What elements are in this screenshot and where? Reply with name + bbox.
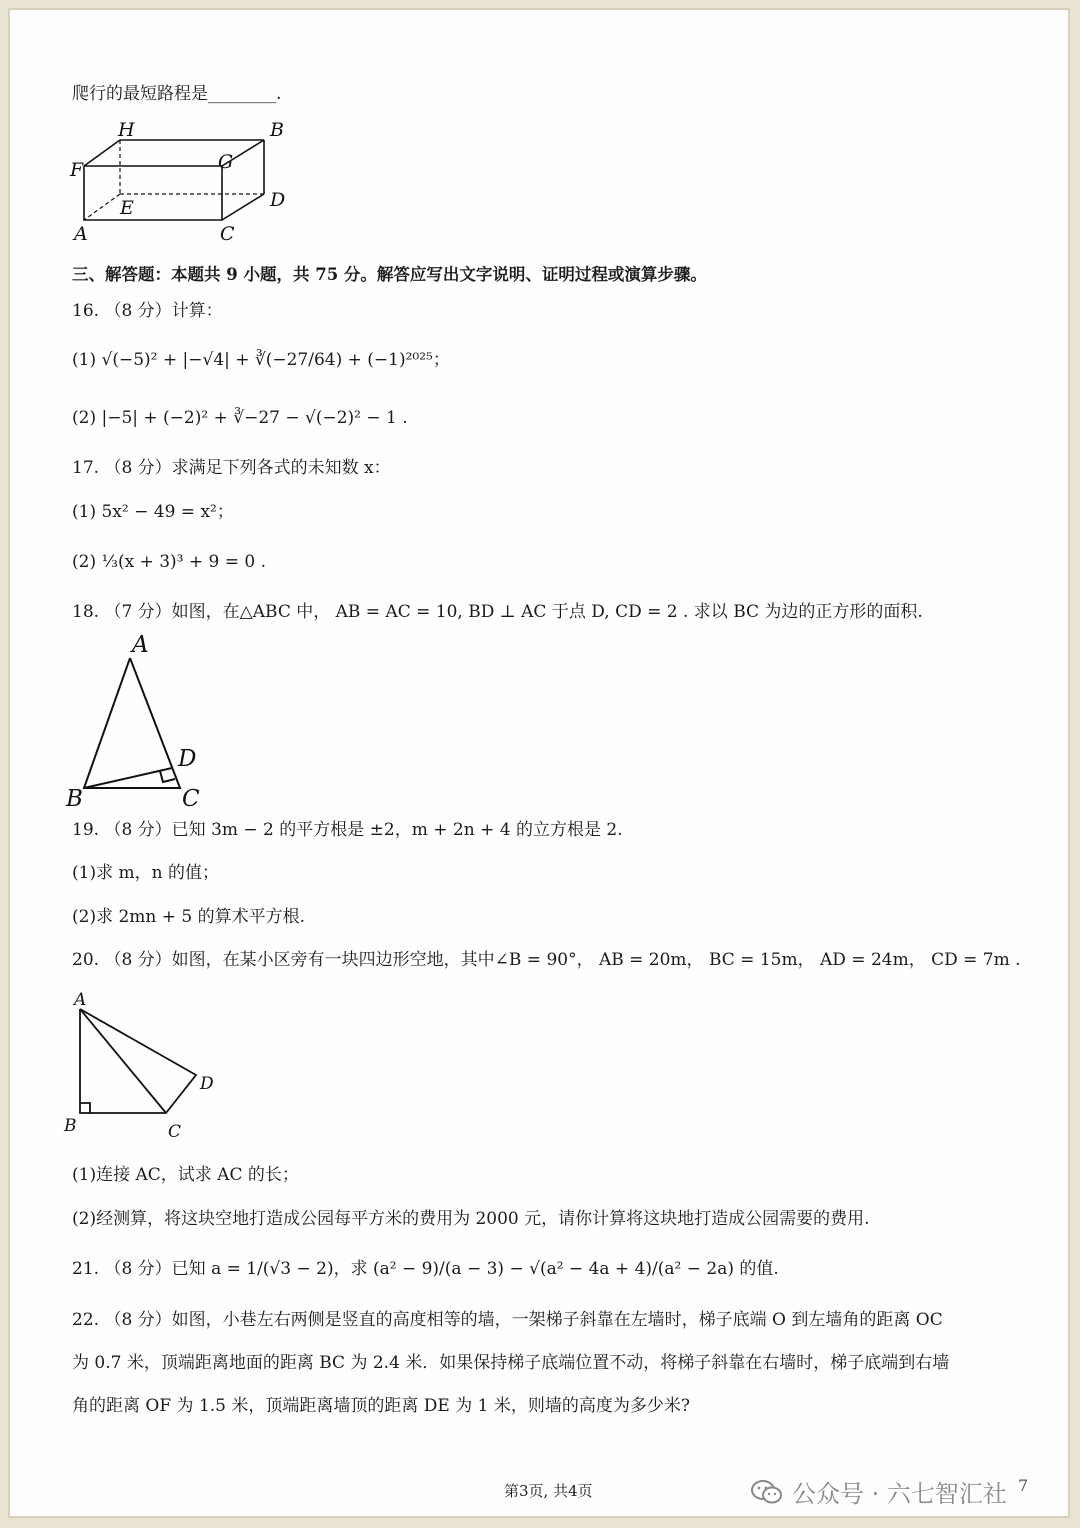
question-22-line3: 角的距离 OF 为 1.5 米，顶端距离墙顶的距离 DE 为 1 米，则墙的高度为多少米? (72, 1396, 690, 1416)
label-B: B (270, 122, 284, 141)
question-16-part1: (1) √(−5)² + |−√4| + ∛(−27/64) + (−1)²⁰²⁵； (72, 350, 450, 370)
label-C: C (220, 223, 235, 245)
label-G: G (218, 151, 234, 173)
question-19-part1: (1)求 m，n 的值； (72, 863, 219, 883)
question-19: 19. （8 分）已知 3m − 2 的平方根是 ±2，m + 2n + 4 的立方根是 2. (72, 820, 623, 840)
label-E: E (120, 197, 134, 219)
question-22-line2: 为 0.7 米，顶端距离地面的距离 BC 为 2.4 米．如果保持梯子底端位置不动，将梯子斜靠在右墙时，梯子底端到右墙 (72, 1353, 950, 1373)
label-D: D (200, 1074, 214, 1094)
question-21: 21. （8 分）已知 a = 1/(√3 − 2)，求 (a² − 9)/(a − 3) − √(a² − 4a + 4)/(a² − 2a) 的值. (72, 1259, 779, 1279)
exam-page (8, 8, 1070, 1518)
question-18: 18. （7 分）如图，在△ABC 中， AB = AC = 10, BD ⊥ AC 于点 D, CD = 2 . 求以 BC 为边的正方形的面积. (72, 602, 923, 622)
quadrilateral-figure (60, 985, 230, 1145)
watermark-text: 公众号 · 六七智汇社 (792, 1480, 1007, 1508)
label-A: A (74, 223, 88, 245)
question-22-line1: 22. （8 分）如图，小巷左右两侧是竖直的高度相等的墙，一架梯子斜靠在左墙时，梯子底端 O 到左墙角的距离 OC (72, 1310, 943, 1330)
label-H: H (118, 122, 135, 141)
label-D: D (178, 746, 197, 772)
label-B: B (66, 786, 83, 810)
label-A: A (132, 632, 149, 658)
label-C: C (182, 786, 200, 810)
page-number: 7 (1018, 1476, 1029, 1495)
question-15-tail: 爬行的最短路程是________. (72, 84, 282, 104)
question-19-part2: (2)求 2mn + 5 的算术平方根. (72, 907, 306, 927)
wechat-icon (750, 1479, 784, 1505)
label-B: B (64, 1116, 77, 1136)
question-20-part1: (1)连接 AC，试求 AC 的长； (72, 1165, 299, 1185)
question-20-part2: (2)经测算，将这块空地打造成公园每平方米的费用为 2000 元，请你计算将这块地打造成公园需要的费用. (72, 1209, 870, 1229)
cuboid-figure (60, 122, 300, 247)
question-20: 20. （8 分）如图，在某小区旁有一块四边形空地，其中∠B = 90°， AB = 20m， BC = 15m， AD = 24m， CD = 7m . (72, 950, 1021, 970)
label-A: A (74, 990, 87, 1010)
section-heading: 三、解答题：本题共 9 小题，共 75 分。解答应写出文字说明、证明过程或演算步骤。 (72, 265, 707, 284)
question-16: 16. （8 分）计算： (72, 301, 223, 321)
label-C: C (168, 1122, 182, 1142)
question-17-part1: (1) 5x² − 49 = x²； (72, 502, 234, 522)
label-F: F (70, 159, 84, 181)
watermark (750, 1474, 1007, 1509)
question-17-part2: (2) ⅓(x + 3)³ + 9 = 0 . (72, 552, 267, 572)
label-D: D (270, 189, 286, 211)
triangle-figure (62, 628, 222, 810)
question-16-part2: (2) |−5| + (−2)² + ∛−27 − √(−2)² − 1 . (72, 408, 408, 428)
question-17: 17. （8 分）求满足下列各式的未知数 x： (72, 458, 391, 478)
page-footer: 第3页, 共4页 (504, 1482, 593, 1500)
